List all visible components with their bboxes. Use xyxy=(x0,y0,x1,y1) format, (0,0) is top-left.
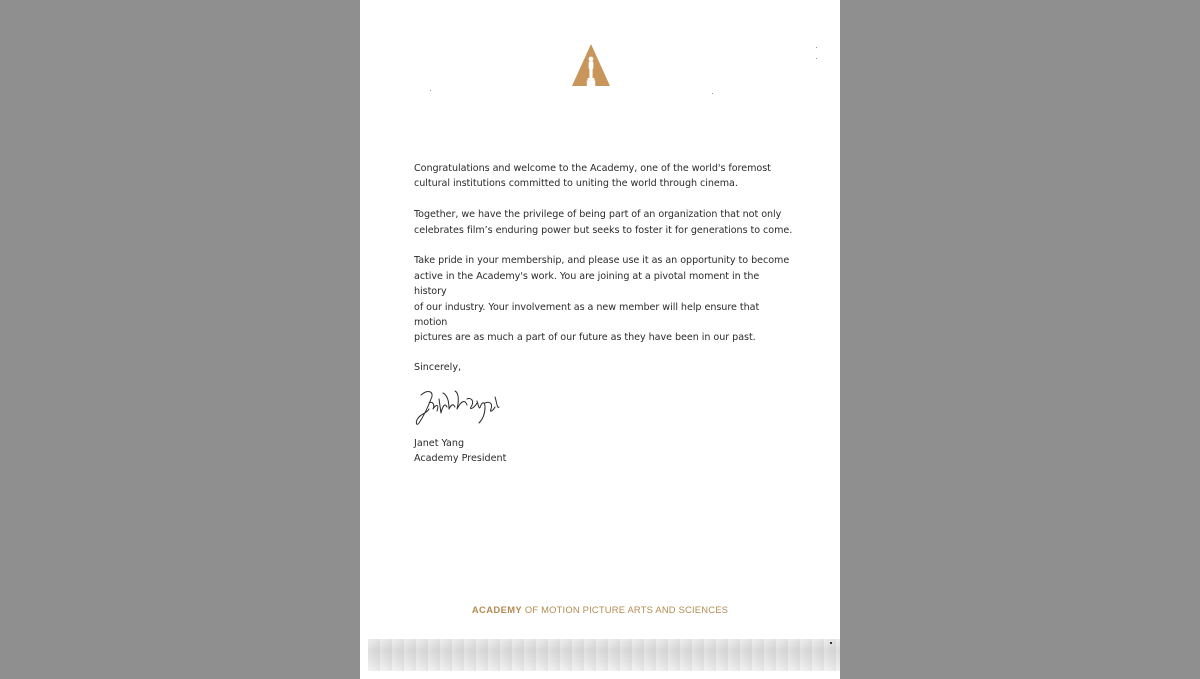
scan-speck xyxy=(830,642,832,644)
scan-speck xyxy=(712,93,713,94)
letter-paragraph-2: Together, we have the privilege of being part of an organization that not only celebrates film’s enduring power but seeks to foster it for generations to come. xyxy=(414,209,793,236)
letterhead-footer xyxy=(360,604,840,615)
signature xyxy=(413,383,505,429)
letter-page xyxy=(360,0,840,679)
scan-speck xyxy=(430,90,431,91)
signer-name: Janet Yang xyxy=(414,438,465,449)
signer-title: Academy President xyxy=(414,453,507,465)
scan-speck xyxy=(816,58,817,59)
letter-paragraph-1: Congratulations and welcome to the Academy, one of the world's foremost cultural institutions committed to uniting the world through cinema. xyxy=(414,163,771,190)
footer-emphasis: ACADEMY xyxy=(471,604,523,615)
scan-speck xyxy=(816,47,817,48)
letter-body xyxy=(414,161,794,361)
footer-rest: OF MOTION PICTURE ARTS AND SCIENCES xyxy=(522,604,729,615)
letter-closing: Sincerely, xyxy=(414,362,462,373)
scan-edge-strip xyxy=(368,639,840,671)
signer-block xyxy=(414,436,506,467)
academy-logo-icon xyxy=(572,44,610,86)
letter-paragraph-3: Take pride in your membership, and please use it as an opportunity to become active in the Academy's work. You are joining at a pivotal moment in the history of our industry. Your involvement as a new member will help ensure that motion pictures are as much a part of our future as they have been in our past. xyxy=(414,255,790,344)
